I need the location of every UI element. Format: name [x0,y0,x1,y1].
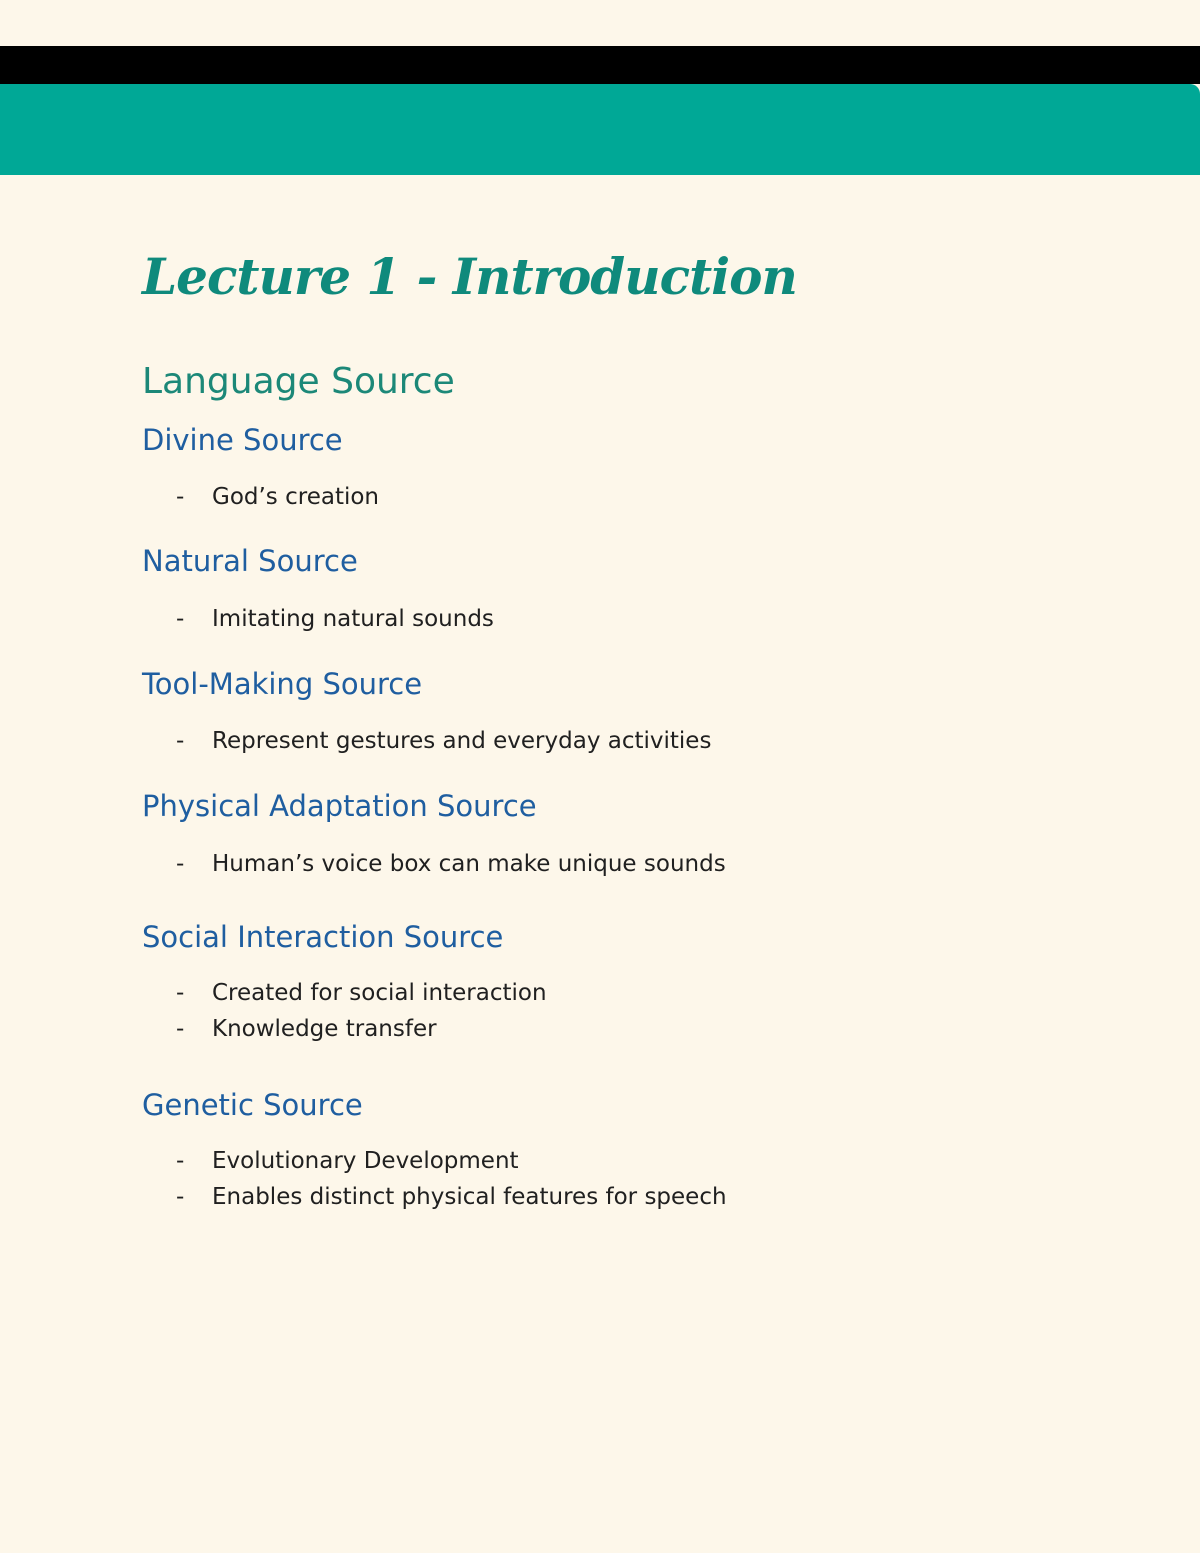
bullet-list [142,975,1142,1047]
bullet-dash: - [176,484,185,510]
header-teal-band [0,84,1200,175]
page-title: Lecture 1 - Introduction [142,247,797,306]
bullet-dash: - [176,606,185,632]
bullet-dash: - [176,1184,185,1210]
list-item-text: Human’s voice box can make unique sounds [212,851,726,877]
bullet-list [142,723,1142,759]
list-item [142,846,1142,882]
list-item-text: Evolutionary Development [212,1148,519,1174]
bullet-dash: - [176,1148,185,1174]
list-item-text: Created for social interaction [212,980,547,1006]
list-item-text: Knowledge transfer [212,1016,437,1042]
bullet-list [142,846,1142,882]
list-item-text: Enables distinct physical features for speech [212,1184,727,1210]
bullet-list [142,1143,1142,1215]
list-item [142,975,1142,1011]
list-item [142,723,1142,759]
section-title: Natural Source [142,544,358,578]
bullet-dash: - [176,728,185,754]
list-item-text: Represent gestures and everyday activities [212,728,712,754]
list-item-text: Imitating natural sounds [212,606,494,632]
header-black-band [0,46,1200,84]
list-item [142,479,1142,515]
list-item [142,1179,1142,1215]
section-divine-source [142,420,1142,515]
list-item [142,601,1142,637]
list-item [142,1143,1142,1179]
section-heading: Language Source [142,361,455,402]
section-title: Physical Adaptation Source [142,789,537,823]
section-tool-making-source [142,664,1142,759]
section-title: Social Interaction Source [142,920,504,954]
section-genetic-source [142,1085,1142,1215]
bullet-list [142,479,1142,515]
bullet-dash: - [176,980,185,1006]
section-title: Genetic Source [142,1088,363,1122]
bullet-dash: - [176,851,185,877]
list-item-text: God’s creation [212,484,379,510]
bullet-dash: - [176,1016,185,1042]
section-title: Divine Source [142,423,343,457]
section-natural-source [142,541,1142,637]
section-physical-adaptation-source [142,786,1142,882]
section-title: Tool-Making Source [142,667,423,701]
bullet-list [142,601,1142,637]
list-item [142,1011,1142,1047]
section-social-interaction-source [142,917,1142,1047]
